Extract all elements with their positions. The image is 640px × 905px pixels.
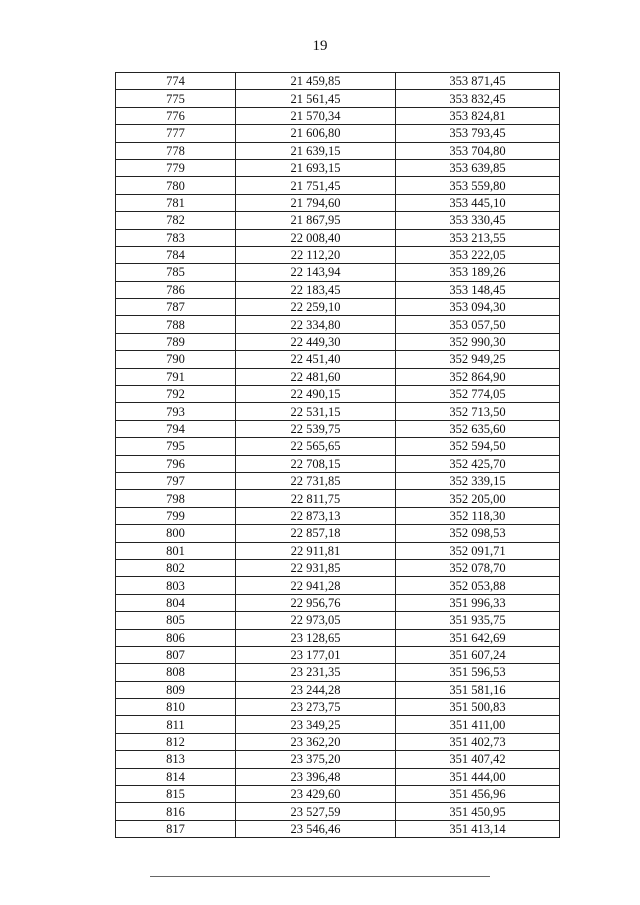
y-coordinate-cell: 351 456,96 [396,786,560,803]
table-row [116,786,560,803]
table-row [116,803,560,820]
table-row [116,420,560,437]
y-coordinate-cell: 351 411,00 [396,716,560,733]
table-row [116,751,560,768]
x-coordinate-cell: 22 531,15 [236,403,396,420]
table-row [116,159,560,176]
point-number-cell: 791 [116,368,236,385]
y-coordinate-cell: 353 057,50 [396,316,560,333]
table-row [116,194,560,211]
table-row [116,107,560,124]
x-coordinate-cell: 22 708,15 [236,455,396,472]
y-coordinate-cell: 352 713,50 [396,403,560,420]
table-row [116,646,560,663]
x-coordinate-cell: 23 375,20 [236,751,396,768]
y-coordinate-cell: 352 990,30 [396,333,560,350]
table-row [116,681,560,698]
x-coordinate-cell: 23 362,20 [236,733,396,750]
y-coordinate-cell: 352 425,70 [396,455,560,472]
x-coordinate-cell: 22 731,85 [236,472,396,489]
table-row [116,733,560,750]
point-number-cell: 817 [116,820,236,837]
y-coordinate-cell: 353 330,45 [396,212,560,229]
point-number-cell: 797 [116,472,236,489]
y-coordinate-cell: 353 639,85 [396,159,560,176]
y-coordinate-cell: 353 793,45 [396,125,560,142]
table-row [116,768,560,785]
point-number-cell: 785 [116,264,236,281]
point-number-cell: 793 [116,403,236,420]
y-coordinate-cell: 352 594,50 [396,438,560,455]
x-coordinate-cell: 21 693,15 [236,159,396,176]
y-coordinate-cell: 352 098,53 [396,525,560,542]
point-number-cell: 781 [116,194,236,211]
x-coordinate-cell: 23 396,48 [236,768,396,785]
table-row [116,594,560,611]
x-coordinate-cell: 22 973,05 [236,612,396,629]
x-coordinate-cell: 23 273,75 [236,699,396,716]
point-number-cell: 778 [116,142,236,159]
point-number-cell: 784 [116,246,236,263]
y-coordinate-cell: 352 205,00 [396,490,560,507]
table-row [116,90,560,107]
point-number-cell: 796 [116,455,236,472]
y-coordinate-cell: 352 118,30 [396,507,560,524]
x-coordinate-cell: 21 570,34 [236,107,396,124]
x-coordinate-cell: 22 449,30 [236,333,396,350]
y-coordinate-cell: 353 094,30 [396,299,560,316]
y-coordinate-cell: 351 596,53 [396,664,560,681]
x-coordinate-cell: 22 811,75 [236,490,396,507]
y-coordinate-cell: 351 413,14 [396,820,560,837]
coordinates-table [115,72,560,838]
x-coordinate-cell: 21 639,15 [236,142,396,159]
y-coordinate-cell: 351 444,00 [396,768,560,785]
table-row [116,629,560,646]
x-coordinate-cell: 21 606,80 [236,125,396,142]
point-number-cell: 809 [116,681,236,698]
point-number-cell: 794 [116,420,236,437]
y-coordinate-cell: 353 824,81 [396,107,560,124]
table-row [116,246,560,263]
y-coordinate-cell: 352 078,70 [396,559,560,576]
page-number: 19 [312,38,328,54]
x-coordinate-cell: 22 873,13 [236,507,396,524]
x-coordinate-cell: 22 911,81 [236,542,396,559]
x-coordinate-cell: 23 128,65 [236,629,396,646]
point-number-cell: 816 [116,803,236,820]
table-row [116,559,560,576]
y-coordinate-cell: 352 053,88 [396,577,560,594]
table-row [116,455,560,472]
point-number-cell: 783 [116,229,236,246]
x-coordinate-cell: 22 565,65 [236,438,396,455]
point-number-cell: 798 [116,490,236,507]
y-coordinate-cell: 352 864,90 [396,368,560,385]
point-number-cell: 815 [116,786,236,803]
x-coordinate-cell: 23 244,28 [236,681,396,698]
x-coordinate-cell: 23 177,01 [236,646,396,663]
x-coordinate-cell: 23 527,59 [236,803,396,820]
y-coordinate-cell: 352 339,15 [396,472,560,489]
point-number-cell: 792 [116,386,236,403]
y-coordinate-cell: 353 213,55 [396,229,560,246]
point-number-cell: 811 [116,716,236,733]
x-coordinate-cell: 21 459,85 [236,73,396,90]
point-number-cell: 790 [116,351,236,368]
x-coordinate-cell: 23 231,35 [236,664,396,681]
table-row [116,438,560,455]
x-coordinate-cell: 22 183,45 [236,281,396,298]
x-coordinate-cell: 22 008,40 [236,229,396,246]
y-coordinate-cell: 351 607,24 [396,646,560,663]
point-number-cell: 795 [116,438,236,455]
point-number-cell: 813 [116,751,236,768]
y-coordinate-cell: 353 222,05 [396,246,560,263]
x-coordinate-cell: 22 931,85 [236,559,396,576]
point-number-cell: 806 [116,629,236,646]
y-coordinate-cell: 352 635,60 [396,420,560,437]
x-coordinate-cell: 23 429,60 [236,786,396,803]
point-number-cell: 801 [116,542,236,559]
table-row [116,316,560,333]
table-row [116,490,560,507]
table-row [116,612,560,629]
x-coordinate-cell: 22 334,80 [236,316,396,333]
y-coordinate-cell: 351 996,33 [396,594,560,611]
point-number-cell: 800 [116,525,236,542]
y-coordinate-cell: 351 642,69 [396,629,560,646]
y-coordinate-cell: 352 091,71 [396,542,560,559]
x-coordinate-cell: 23 349,25 [236,716,396,733]
y-coordinate-cell: 351 581,16 [396,681,560,698]
bottom-divider [150,876,490,877]
table-row [116,299,560,316]
point-number-cell: 814 [116,768,236,785]
y-coordinate-cell: 353 871,45 [396,73,560,90]
x-coordinate-cell: 22 539,75 [236,420,396,437]
y-coordinate-cell: 351 450,95 [396,803,560,820]
table-row [116,716,560,733]
point-number-cell: 812 [116,733,236,750]
x-coordinate-cell: 22 451,40 [236,351,396,368]
point-number-cell: 802 [116,559,236,576]
y-coordinate-cell: 353 704,80 [396,142,560,159]
table-row [116,542,560,559]
x-coordinate-cell: 22 259,10 [236,299,396,316]
x-coordinate-cell: 22 481,60 [236,368,396,385]
y-coordinate-cell: 353 832,45 [396,90,560,107]
table-row [116,333,560,350]
y-coordinate-cell: 353 189,26 [396,264,560,281]
point-number-cell: 789 [116,333,236,350]
x-coordinate-cell: 22 857,18 [236,525,396,542]
y-coordinate-cell: 351 500,83 [396,699,560,716]
table-row [116,125,560,142]
x-coordinate-cell: 22 490,15 [236,386,396,403]
y-coordinate-cell: 353 559,80 [396,177,560,194]
point-number-cell: 805 [116,612,236,629]
y-coordinate-cell: 353 445,10 [396,194,560,211]
point-number-cell: 808 [116,664,236,681]
table-row [116,699,560,716]
point-number-cell: 780 [116,177,236,194]
point-number-cell: 779 [116,159,236,176]
table-row [116,472,560,489]
table-row [116,820,560,837]
table-row [116,525,560,542]
point-number-cell: 774 [116,73,236,90]
point-number-cell: 782 [116,212,236,229]
x-coordinate-cell: 22 112,20 [236,246,396,263]
point-number-cell: 788 [116,316,236,333]
point-number-cell: 807 [116,646,236,663]
table-row [116,351,560,368]
table-body [116,73,560,838]
y-coordinate-cell: 352 774,05 [396,386,560,403]
x-coordinate-cell: 22 956,76 [236,594,396,611]
table-row [116,212,560,229]
table-row [116,264,560,281]
table-row [116,507,560,524]
point-number-cell: 799 [116,507,236,524]
point-number-cell: 810 [116,699,236,716]
point-number-cell: 803 [116,577,236,594]
x-coordinate-cell: 21 751,45 [236,177,396,194]
x-coordinate-cell: 22 143,94 [236,264,396,281]
x-coordinate-cell: 21 561,45 [236,90,396,107]
x-coordinate-cell: 22 941,28 [236,577,396,594]
table-row [116,142,560,159]
x-coordinate-cell: 21 867,95 [236,212,396,229]
table-row [116,577,560,594]
point-number-cell: 776 [116,107,236,124]
point-number-cell: 775 [116,90,236,107]
table-row [116,386,560,403]
table-row [116,368,560,385]
table-row [116,664,560,681]
y-coordinate-cell: 353 148,45 [396,281,560,298]
point-number-cell: 786 [116,281,236,298]
table-row [116,73,560,90]
point-number-cell: 787 [116,299,236,316]
table-row [116,403,560,420]
table-row [116,281,560,298]
y-coordinate-cell: 351 402,73 [396,733,560,750]
table-row [116,177,560,194]
table-row [116,229,560,246]
y-coordinate-cell: 351 935,75 [396,612,560,629]
point-number-cell: 804 [116,594,236,611]
point-number-cell: 777 [116,125,236,142]
x-coordinate-cell: 23 546,46 [236,820,396,837]
y-coordinate-cell: 351 407,42 [396,751,560,768]
x-coordinate-cell: 21 794,60 [236,194,396,211]
y-coordinate-cell: 352 949,25 [396,351,560,368]
